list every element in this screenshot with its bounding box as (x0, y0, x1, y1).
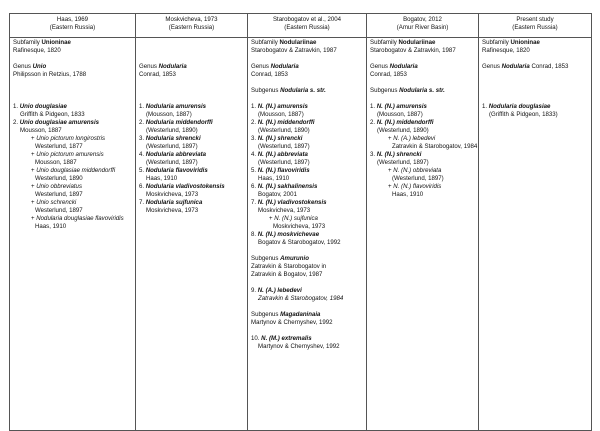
species-5: 5. Nodularia flavoviridis (139, 167, 208, 174)
synonym-5: + Unio schrencki (31, 199, 77, 206)
synonym-1: + N. (N.) sujfunica (269, 215, 318, 222)
synonym-3: + N. (N.) flavoviridis (388, 183, 442, 190)
subfamily-line: Subfamily Unioninae (13, 39, 71, 46)
synonym-1: + N. (A.) lebedevi (388, 135, 436, 142)
subfamily-line: Subfamily Nodulariinae (370, 39, 436, 46)
species-2: 2. N. (N.) middendorffi (251, 119, 315, 126)
cell-present-study: Subfamily Unioninae Rafinesque, 1820 Genus Nodularia Conrad, 1853 1. Nodularia douglasiae (Griffith & Pidgeon, 1833) (479, 38, 592, 431)
subfamily-line: Subfamily Nodulariinae (251, 39, 317, 46)
species-5: 5. N. (N.) flavoviridis (251, 167, 310, 174)
cell-moskvicheva: Genus Nodularia Conrad, 1853 1. Nodularia amurensis (Mousson, 1887) 2. Nodularia middendorffi (Westerlund, 1890) 3. Nodularia shrencki (Westerlund, 1897) 4. Nodularia abbreviata (Westerlund, 1897) 5. Nodularia flavoviridis Haas, 1910 6. Nodularia vladivostokensis Moskvicheva, 1973 7. Nodularia sujfunica Moskvicheva, 1973 (136, 38, 248, 431)
species-4: 4. Nodularia abbreviata (139, 151, 207, 158)
species-3: 3. N. (N.) shrencki (370, 151, 422, 158)
genus-line: Genus Unio (13, 63, 47, 70)
species-1: 1. N. (N.) amurensis (370, 103, 427, 110)
header-starobogatov: Starobogatov et al., 2004 (Eastern Russia) (248, 14, 367, 38)
genus-line: Genus Nodularia (370, 63, 418, 70)
subgenus-amurunio: Subgenus Amurunio (251, 255, 309, 262)
species-6: 6. N. (N.) sakhalinensis (251, 183, 318, 190)
header-bogatov: Bogatov, 2012 (Amur River Basin) (367, 14, 479, 38)
species-3: 3. N. (N.) shrencki (251, 135, 303, 142)
content-row (10, 38, 592, 431)
genus-line: Genus Nodularia (251, 63, 299, 70)
species-2: 2. N. (N.) middendorffi (370, 119, 434, 126)
species-1: 1. Nodularia douglasiae (482, 103, 551, 110)
species-4: 4. N. (N.) abbreviata (251, 151, 308, 158)
cell-haas: Subfamily Unioninae Rafinesque, 1820 Genus Unio Philipsson in Retzius, 1788 1. Unio douglasiae Griffith & Pidgeon, 1833 2. Unio douglasiae amurensis Mousson, 1887 + Unio pictorum longirostris Westerlund, 1877 + Unio pictorum amurensis Mousson, 1887 + Unio douglasiae middendorffi Westerlund, 1890 + Unio obbreviatus Westerlund, 1897 + Unio schrencki Westerlund, 1897 + Nodularia douglasiae flavoviridis Haas, 1910 (10, 38, 136, 431)
subfamily-line: Subfamily Unioninae (482, 39, 540, 46)
species-7: 7. Nodularia sujfunica (139, 199, 203, 206)
classification-table (9, 13, 592, 431)
header-moskvicheva: Moskvicheva, 1973 (Eastern Russia) (136, 14, 248, 38)
subgenus-magadaninaia: Subgenus Magadaninaia (251, 311, 321, 318)
species-6: 6. Nodularia vladivostokensis (139, 183, 225, 190)
species-8: 8. N. (N.) moskvichevae (251, 231, 320, 238)
subgenus-line: Subgenus Nodularia s. str. (251, 87, 326, 94)
genus-line: Genus Nodularia (139, 63, 187, 70)
species-3: 3. Nodularia shrencki (139, 135, 201, 142)
species-2: 2. Unio douglasiae amurensis (13, 119, 100, 126)
synonym-6: + Nodularia douglasiae flavoviridis (31, 215, 124, 222)
cell-bogatov: Subfamily Nodulariinae Starobogatov & Zatravkin, 1987 Genus Nodularia Conrad, 1853 Subgenus Nodularia s. str. 1. N. (N.) amurensis (Mousson, 1887) 2. N. (N.) middendorffi (Westerlund, 1890) + N. (A.) lebedevi Zatravkin & Starobogatov, 1984 3. N. (N.) shrencki (Westerlund, 1897) + N. (N.) obbreviata (Westerlund, 1897) + N. (N.) flavoviridis Haas, 1910 (367, 38, 479, 431)
species-1: 1. Nodularia amurensis (139, 103, 207, 110)
species-2: 2. Nodularia middendorffi (139, 119, 213, 126)
species-1: 1. Unio douglasiae (13, 103, 67, 110)
cell-starobogatov: Subfamily Nodulariinae Starobogatov & Zatravkin, 1987 Genus Nodularia Conrad, 1853 Subgenus Nodularia s. str. 1. N. (N.) amurensis (Mousson, 1887) 2. N. (N.) middendorffi (Westerlund, 1890) 3. N. (N.) shrencki (Westerlund, 1897) 4. N. (N.) abbreviata (Westerlund, 1897) 5. N. (N.) flavoviridis Haas, 1910 6. N. (N.) sakhalinensis Bogatov, 2001 7. N. (N.) vladivostokensis Moskvicheva, 1973 + N. (N.) sujfunica Moskvicheva, 1973 8. N. (N.) moskvichevae Bogatov & Starobogatov, 1992 Subgenus Amurunio Zatravkin & Starobogatov in Zatravkin & Bogatov, 1987 9. N. (A.) lebedevi Zatravkin & Starobogatov, 1984 Subgenus Magadaninaia Martynov & Chernyshev, 1992 10. N. (M.) extremalis Martynov & Chernyshev, 1992 (248, 38, 367, 431)
subgenus-line: Subgenus Nodularia s. str. (370, 87, 445, 94)
genus-line: Genus Nodularia Conrad, 1853 (482, 63, 569, 70)
species-9: 9. N. (A.) lebedevi (251, 287, 302, 294)
species-10: 10. N. (M.) extremalis (251, 335, 312, 342)
synonym-1: + Unio pictorum longirostris (31, 135, 106, 142)
header-haas: Haas, 1969 (Eastern Russia) (10, 14, 136, 38)
synonym-3: + Unio douglasiae middendorffi (31, 167, 116, 174)
header-row (10, 14, 592, 38)
synonym-4: + Unio obbreviatus (31, 183, 82, 190)
synonym-2: + Unio pictorum amurensis (31, 151, 104, 158)
synonym-2: + N. (N.) obbreviata (388, 167, 442, 174)
species-7: 7. N. (N.) vladivostokensis (251, 199, 327, 206)
header-present-study: Present study (Eastern Russia) (479, 14, 592, 38)
species-1: 1. N. (N.) amurensis (251, 103, 308, 110)
